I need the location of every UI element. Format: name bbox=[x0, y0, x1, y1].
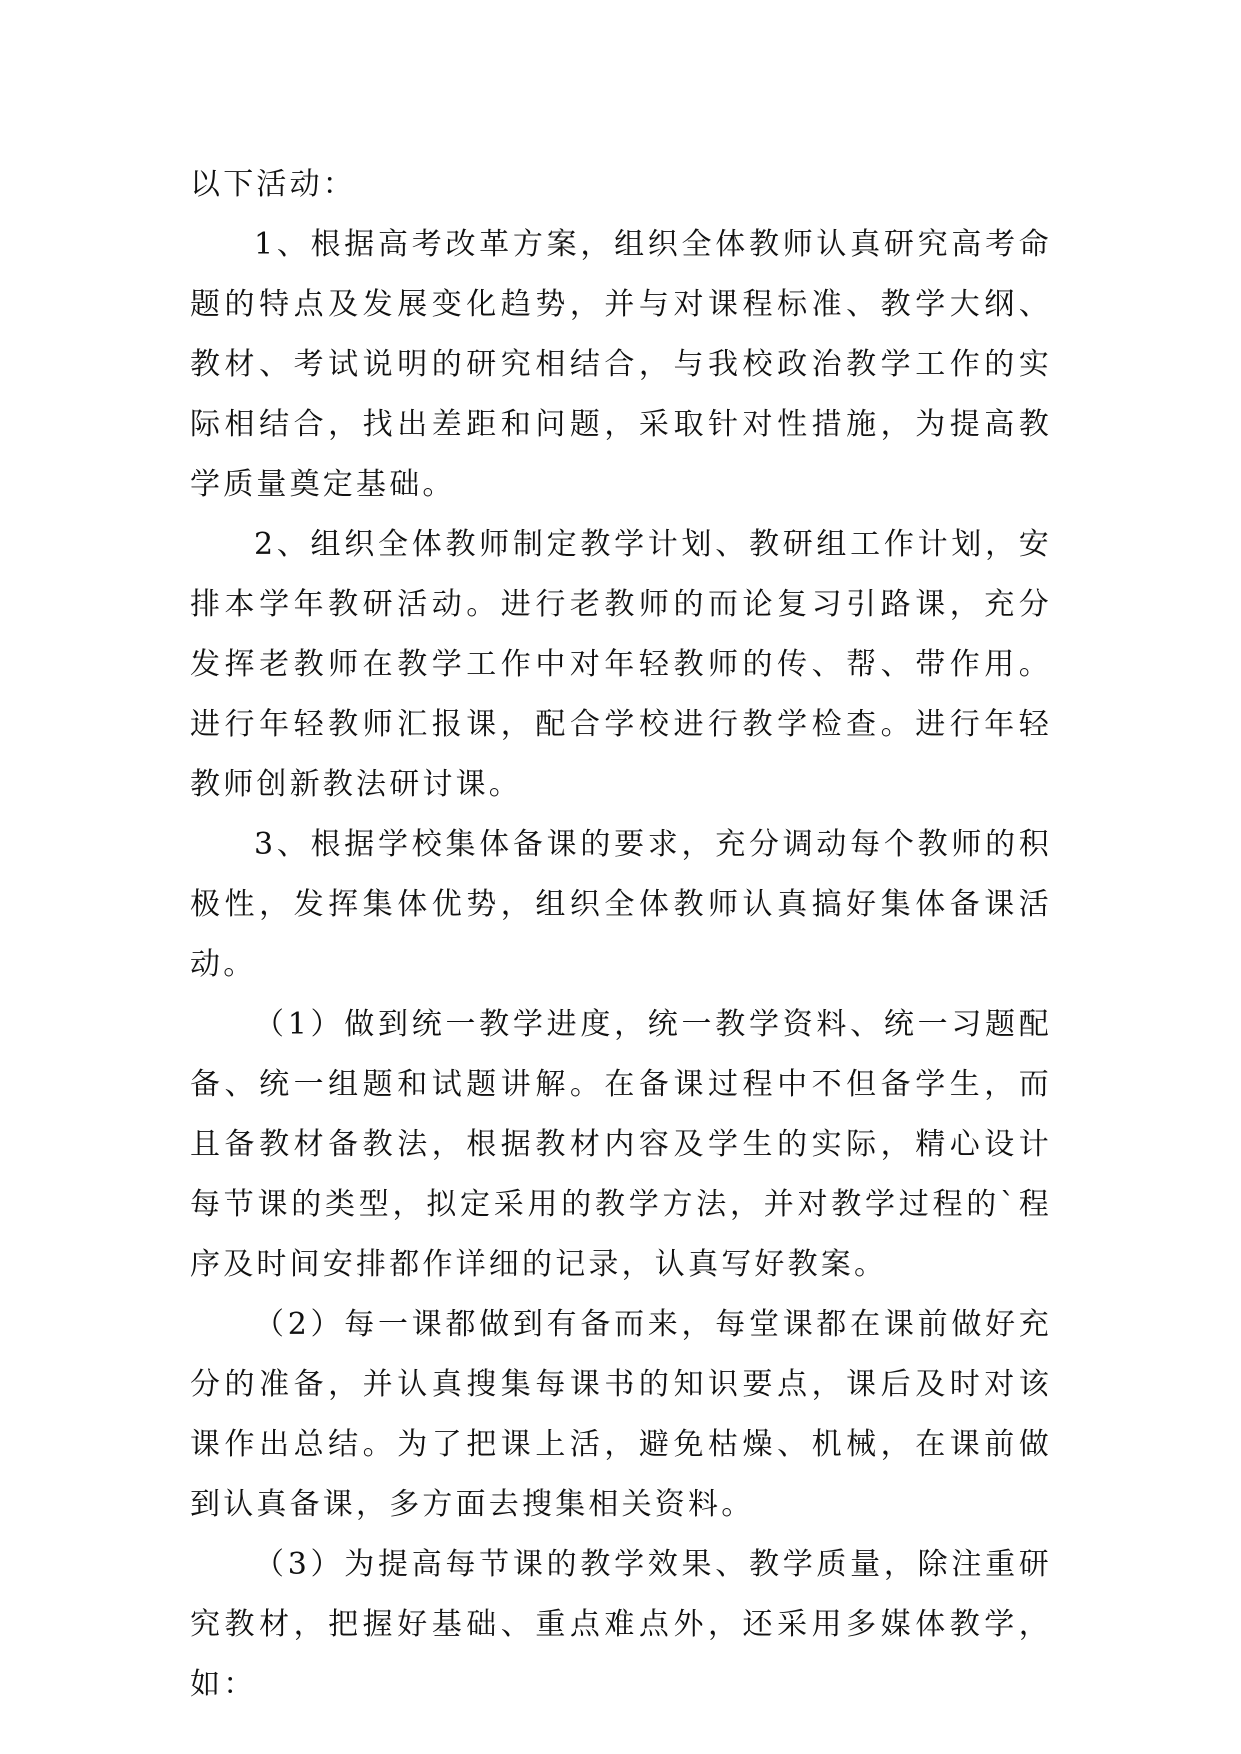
paragraph-subitem-2: （2）每一课都做到有备而来，每堂课都在课前做好充分的准备，并认真搜集每课书的知识要点，课后及时对该课作出总结。为了把课上活，避免枯燥、机械，在课前做到认真备课，多方面去搜集相关资料。 bbox=[190, 1307, 1052, 1522]
paragraph-subitem-1: （1）做到统一教学进度，统一教学资料、统一习题配备、统一组题和试题讲解。在备课过程中不但备学生，而且备教材备教法，根据教材内容及学生的实际，精心设计每节课的类型，拟定采用的教学方法，并对教学过程的`程序及时间安排都作详细的记录，认真写好教案。 bbox=[190, 1007, 1052, 1282]
paragraph-item-1: 1、根据高考改革方案，组织全体教师认真研究高考命题的特点及发展变化趋势，并与对课程标准、教学大纲、教材、考试说明的研究相结合，与我校政治教学工作的实际相结合，找出差距和问题，采取针对性措施，为提高教学质量奠定基础。 bbox=[190, 227, 1052, 502]
paragraph-item-3: 3、根据学校集体备课的要求，充分调动每个教师的积极性，发挥集体优势，组织全体教师认真搞好集体备课活动。 bbox=[190, 827, 1052, 982]
paragraph-item-2: 2、组织全体教师制定教学计划、教研组工作计划，安排本学年教研活动。进行老教师的而论复习引路课，充分发挥老教师在教学工作中对年轻教师的传、帮、带作用。进行年轻教师汇报课，配合学校进行教学检查。进行年轻教师创新教法研讨课。 bbox=[190, 527, 1052, 802]
paragraph-subitem-3: （3）为提高每节课的教学效果、教学质量，除注重研究教材，把握好基础、重点难点外，还采用多媒体教学，如： bbox=[190, 1547, 1052, 1702]
document-body bbox=[190, 155, 1052, 1715]
paragraph-intro: 以下活动： bbox=[190, 167, 356, 202]
